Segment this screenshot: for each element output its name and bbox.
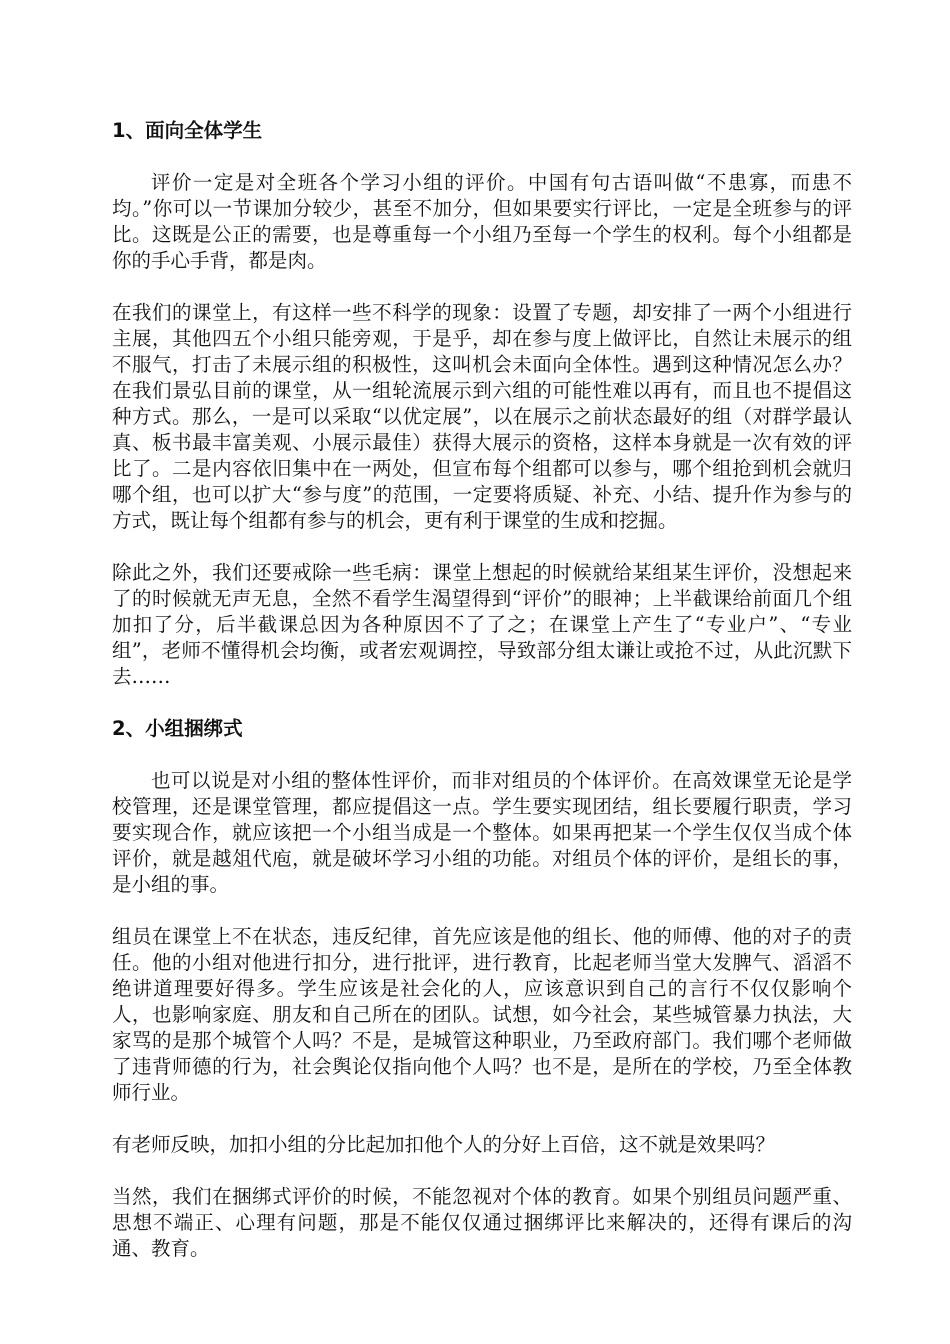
section2-paragraph-4: 当然，我们在捆绑式评价的时候，不能忽视对个体的教育。如果个别组员问题严重、思想不端正、心理有问题，那是不能仅仅通过捆绑评比来解决的，还得有课后的沟通、教育。 — [112, 1185, 852, 1260]
section1-heading: 1、面向全体学生 — [112, 119, 263, 142]
section1-paragraph-1: 评价一定是对全班各个学习小组的评价。中国有句古语叫做“不患寡，而患不均。”你可以一节课加分较少，甚至不加分，但如果要实行评比，一定是全班参与的评比。这既是公正的需要，也是尊重每一个小组乃至每一个学生的权利。每个小组都是你的手心手背，都是肉。 — [112, 171, 852, 272]
document-page — [112, 118, 852, 1262]
section2-paragraph-2: 组员在课堂上不在状态，违反纪律，首先应该是他的组长、他的师傅、他的对子的责任。他的小组对他进行扣分，进行批评，进行教育，比起老师当堂大发脾气、滔滔不绝讲道理要好得多。学生应该是社会化的人，应该意识到自己的言行不仅仅影响个人，也影响家庭、朋友和自己所在的团队。试想，如今社会，某些城管暴力执法，大家骂的是那个城管个人吗？不是，是城管这种职业，乃至政府部门。我们哪个老师做了违背师德的行为，社会舆论仅指向他个人吗？也不是，是所在的学校，乃至全体教师行业。 — [112, 925, 852, 1104]
section1-paragraph-2: 在我们的课堂上，有这样一些不科学的现象：设置了专题，却安排了一两个小组进行主展，其他四五个小组只能旁观，于是乎，却在参与度上做评比，自然让未展示的组不服气，打击了未展示组的积极性，这叫机会未面向全体性。遇到这种情况怎么办？在我们景弘目前的课堂，从一组轮流展示到六组的可能性难以再有，而且也不提倡这种方式。那么，一是可以采取“以优定展”，以在展示之前状态最好的组（对群学最认真、板书最丰富美观、小展示最佳）获得大展示的资格，这样本身就是一次有效的评比了。二是内容依旧集中在一两处，但宣布每个组都可以参与，哪个组抢到机会就归哪个组，也可以扩大“参与度”的范围，一定要将质疑、补充、小结、提升作为参与的方式，既让每个组都有参与的机会，更有利于课堂的生成和挖掘。 — [112, 301, 852, 532]
section2-heading: 2、小组捆绑式 — [112, 717, 243, 740]
section2-paragraph-3: 有老师反映，加扣小组的分比起加扣他个人的分好上百倍，这不就是效果吗？ — [112, 1133, 776, 1156]
section2-paragraph-1: 也可以说是对小组的整体性评价，而非对组员的个体评价。在高效课堂无论是学校管理，还是课堂管理，都应提倡这一点。学生要实现团结，组长要履行职责，学习要实现合作，就应该把一个小组当成是一个整体。如果再把某一个学生仅仅当成个体评价，就是越俎代庖，就是破坏学习小组的功能。对组员个体的评价，是组长的事，是小组的事。 — [112, 769, 852, 896]
section1-paragraph-3: 除此之外，我们还要戒除一些毛病：课堂上想起的时候就给某组某生评价，没想起来了的时候就无声无息，全然不看学生渴望得到“评价”的眼神；上半截课给前面几个组加扣了分，后半截课总因为各种原因不了了之；在课堂上产生了“专业户”、“专业组”，老师不懂得机会均衡，或者宏观调控，导致部分组太谦让或抢不过，从此沉默下去…… — [112, 561, 852, 688]
